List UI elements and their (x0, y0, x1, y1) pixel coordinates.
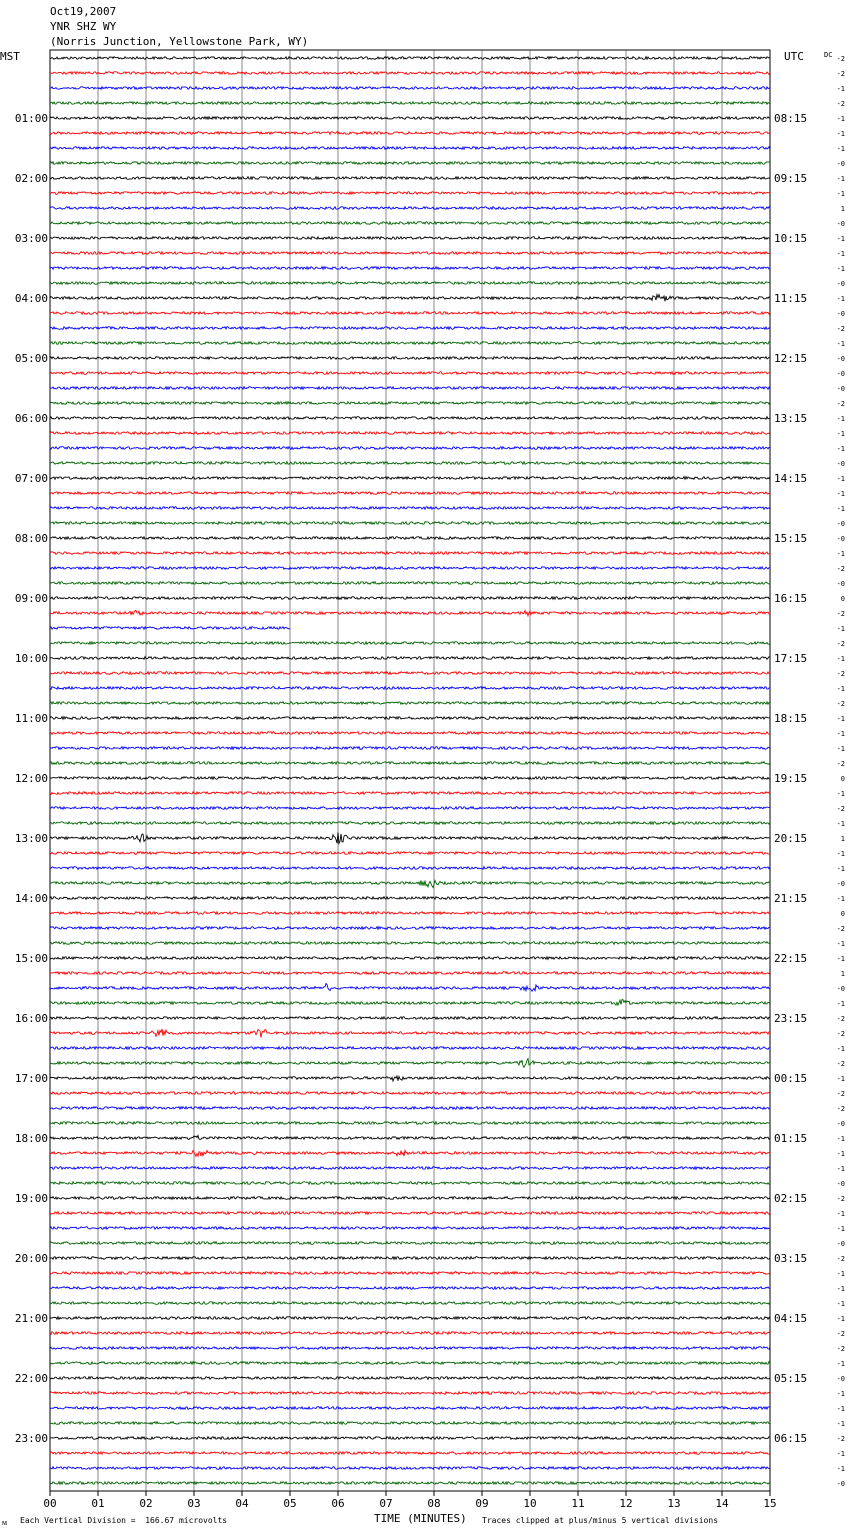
seismic-trace (50, 867, 770, 870)
left-time-label: 16:00 (14, 1012, 48, 1025)
dc-offset: -1 (836, 1360, 845, 1368)
seismic-trace (50, 447, 770, 450)
left-time-label: 11:00 (14, 712, 48, 725)
dc-offset: -1 (836, 1465, 845, 1473)
dc-offset: -1 (836, 895, 845, 903)
left-time-label: 12:00 (14, 772, 48, 785)
dc-offset: -0 (836, 1480, 845, 1488)
left-time-label: 19:00 (14, 1192, 48, 1205)
dc-offset: -2 (836, 1435, 845, 1443)
right-time-label: 11:15 (774, 292, 808, 305)
dc-offset: -2 (836, 1330, 845, 1338)
dc-offset: -1 (836, 1225, 845, 1233)
seismic-trace (50, 522, 770, 525)
seismic-trace (50, 942, 770, 945)
dc-offset: -1 (836, 115, 845, 123)
left-time-label: 15:00 (14, 952, 48, 965)
dc-offset: -1 (836, 685, 845, 693)
dc-offset: -1 (836, 1165, 845, 1173)
dc-offset: -1 (836, 1450, 845, 1458)
left-time-label: 23:00 (14, 1432, 48, 1445)
seismic-trace (50, 1150, 770, 1156)
dc-offset: -2 (836, 1060, 845, 1068)
dc-offset: -0 (836, 1180, 845, 1188)
dc-offset: -2 (836, 640, 845, 648)
seismic-trace (50, 1437, 770, 1440)
seismic-trace (50, 1076, 770, 1081)
seismic-trace (50, 192, 770, 195)
dc-offset: -0 (836, 520, 845, 528)
dc-offset: 1 (840, 205, 845, 213)
clip-note: Traces clipped at plus/minus 5 vertical divisions (482, 1516, 719, 1525)
seismic-trace (50, 1227, 770, 1230)
dc-offset: -1 (836, 1405, 845, 1413)
seismic-trace (50, 687, 770, 690)
right-time-label: 15:15 (774, 532, 808, 545)
left-time-label: 21:00 (14, 1312, 48, 1325)
seismic-trace (50, 162, 770, 165)
seismic-trace (50, 702, 770, 705)
seismic-trace (50, 567, 770, 570)
seismic-trace (50, 132, 770, 135)
seismic-trace (50, 222, 770, 225)
x-tick-label: 05 (283, 1497, 297, 1510)
dc-offset: -2 (836, 1030, 845, 1038)
dc-offset: -2 (836, 565, 845, 573)
seismic-trace (50, 597, 770, 600)
seismic-trace (50, 822, 770, 825)
seismic-trace (50, 1287, 770, 1290)
x-tick-label: 14 (715, 1497, 729, 1510)
seismic-trace (50, 1482, 770, 1485)
seismic-trace (50, 387, 770, 390)
seismic-trace (50, 177, 770, 180)
x-tick-label: 01 (91, 1497, 105, 1510)
right-time-label: 03:15 (774, 1252, 808, 1265)
seismic-trace (50, 552, 770, 555)
right-time-label: 09:15 (774, 172, 808, 185)
dc-offset: -0 (836, 220, 845, 228)
seismic-trace (50, 1332, 770, 1335)
dc-offset: -1 (836, 190, 845, 198)
dc-label: DC (824, 51, 833, 59)
dc-offset: -2 (836, 1015, 845, 1023)
seismic-trace (50, 927, 770, 930)
x-axis-title: TIME (MINUTES) (374, 1512, 467, 1525)
seismic-trace (50, 732, 770, 735)
dc-offset: -2 (836, 925, 845, 933)
seismic-trace (50, 1242, 770, 1245)
logo-mark: ᴍ (2, 1518, 8, 1527)
dc-offset: -1 (836, 730, 845, 738)
seismic-trace (50, 57, 770, 60)
seismic-trace (50, 792, 770, 795)
dc-offset: -1 (836, 940, 845, 948)
seismic-trace (50, 507, 770, 510)
x-tick-label: 02 (139, 1497, 153, 1510)
dc-offset: -2 (836, 700, 845, 708)
seismic-trace (50, 957, 770, 960)
seismic-trace (50, 1122, 770, 1125)
x-tick-label: 12 (619, 1497, 633, 1510)
seismic-trace (50, 1212, 770, 1215)
left-time-label: 07:00 (14, 472, 48, 485)
dc-offset: -1 (836, 1075, 845, 1083)
dc-offset: -1 (836, 1300, 845, 1308)
right-timezone-label: UTC (784, 50, 804, 63)
dc-offset: -1 (836, 1135, 845, 1143)
dc-offset: -2 (836, 760, 845, 768)
seismic-trace (50, 1317, 770, 1320)
seismic-trace (50, 807, 770, 810)
dc-offset: 1 (840, 835, 845, 843)
dc-offset: -1 (836, 295, 845, 303)
dc-offset: -1 (836, 745, 845, 753)
dc-offset: -0 (836, 1120, 845, 1128)
seismic-trace (50, 147, 770, 150)
seismic-trace (50, 762, 770, 765)
seismic-trace (50, 432, 770, 435)
x-tick-label: 00 (43, 1497, 57, 1510)
left-time-label: 20:00 (14, 1252, 48, 1265)
seismic-trace (50, 87, 770, 90)
x-tick-label: 15 (763, 1497, 777, 1510)
seismic-trace (50, 1272, 770, 1275)
dc-offset: -2 (836, 400, 845, 408)
x-tick-label: 09 (475, 1497, 489, 1510)
right-time-label: 13:15 (774, 412, 808, 425)
right-time-label: 23:15 (774, 1012, 808, 1025)
dc-offset: -0 (836, 1240, 845, 1248)
dc-offset: -1 (836, 175, 845, 183)
dc-offset: 1 (840, 970, 845, 978)
seismic-trace (50, 582, 770, 585)
left-time-label: 22:00 (14, 1372, 48, 1385)
seismic-trace (50, 912, 770, 915)
x-tick-label: 10 (523, 1497, 537, 1510)
right-time-label: 19:15 (774, 772, 808, 785)
right-time-label: 00:15 (774, 1072, 808, 1085)
dc-offset: -2 (836, 1345, 845, 1353)
dc-offset: -2 (836, 70, 845, 78)
seismic-trace (50, 252, 770, 255)
seismic-trace (50, 282, 770, 285)
right-time-label: 14:15 (774, 472, 808, 485)
dc-offset: -1 (836, 820, 845, 828)
seismic-trace (50, 1452, 770, 1455)
right-time-label: 04:15 (774, 1312, 808, 1325)
seismic-trace (50, 897, 770, 900)
seismic-trace (50, 462, 770, 465)
seismic-trace (50, 747, 770, 750)
dc-offset: -1 (836, 265, 845, 273)
scale-note: Each Vertical Division = 166.67 microvolts (20, 1516, 228, 1525)
plot-frame (50, 50, 770, 1491)
seismic-trace (50, 537, 770, 540)
dc-offset: -1 (836, 475, 845, 483)
seismic-trace (50, 237, 770, 240)
dc-offset: -1 (836, 250, 845, 258)
left-time-label: 10:00 (14, 652, 48, 665)
right-time-label: 06:15 (774, 1432, 808, 1445)
left-time-label: 09:00 (14, 592, 48, 605)
x-tick-label: 11 (571, 1497, 585, 1510)
dc-offset: -1 (836, 1045, 845, 1053)
seismic-trace (50, 1000, 770, 1006)
dc-offset: -1 (836, 130, 845, 138)
x-tick-label: 08 (427, 1497, 441, 1510)
dc-offset: 0 (840, 595, 845, 603)
seismic-trace (50, 1257, 770, 1260)
seismic-trace (50, 611, 770, 616)
seismic-trace (50, 327, 770, 330)
plot-date: Oct19,2007 (50, 5, 117, 18)
seismic-trace (50, 1362, 770, 1365)
seismic-trace (50, 672, 770, 675)
dc-offset: -1 (836, 1270, 845, 1278)
dc-offset: -1 (836, 715, 845, 723)
seismic-trace (50, 972, 770, 975)
seismic-trace (50, 1392, 770, 1395)
seismic-trace (50, 1197, 770, 1200)
seismic-trace (50, 117, 770, 120)
dc-offset: -2 (836, 1090, 845, 1098)
right-time-label: 05:15 (774, 1372, 808, 1385)
right-time-label: 16:15 (774, 592, 808, 605)
dc-offset: -0 (836, 985, 845, 993)
x-tick-label: 13 (667, 1497, 681, 1510)
seismic-trace (50, 357, 770, 360)
dc-offset: -1 (836, 1000, 845, 1008)
left-time-label: 17:00 (14, 1072, 48, 1085)
seismic-trace (50, 1182, 770, 1185)
station-location: (Norris Junction, Yellowstone Park, WY) (50, 35, 309, 48)
seismic-trace (50, 402, 770, 405)
seismic-trace (50, 642, 770, 645)
dc-offset: -1 (836, 865, 845, 873)
dc-offset: -0 (836, 535, 845, 543)
seismic-trace (50, 207, 770, 210)
dc-offset: -1 (836, 445, 845, 453)
left-time-label: 04:00 (14, 292, 48, 305)
seismic-trace (50, 267, 770, 270)
dc-offset: -1 (836, 550, 845, 558)
seismic-trace (50, 832, 770, 843)
x-tick-label: 03 (187, 1497, 201, 1510)
seismic-trace (50, 717, 770, 720)
left-time-label: 13:00 (14, 832, 48, 845)
left-time-label: 05:00 (14, 352, 48, 365)
seismic-trace (50, 1017, 770, 1020)
dc-offset: -0 (836, 385, 845, 393)
dc-offset: -0 (836, 580, 845, 588)
seismic-trace (50, 477, 770, 480)
seismic-trace (50, 1422, 770, 1425)
seismic-trace (50, 72, 770, 75)
seismic-trace (50, 1407, 770, 1410)
seismic-trace (50, 492, 770, 495)
dc-offset: -2 (836, 1105, 845, 1113)
seismic-trace (50, 627, 290, 630)
dc-offset: -1 (836, 1210, 845, 1218)
seismic-trace (50, 1467, 770, 1470)
dc-offset: -2 (836, 610, 845, 618)
dc-offset: -1 (836, 1420, 845, 1428)
right-time-label: 20:15 (774, 832, 808, 845)
right-time-label: 12:15 (774, 352, 808, 365)
dc-offset: -1 (836, 955, 845, 963)
seismic-trace (50, 295, 770, 302)
left-time-label: 02:00 (14, 172, 48, 185)
right-time-label: 01:15 (774, 1132, 808, 1145)
right-time-label: 22:15 (774, 952, 808, 965)
seismic-trace (50, 1377, 770, 1380)
dc-offset: -0 (836, 880, 845, 888)
dc-offset: -2 (836, 670, 845, 678)
right-time-label: 02:15 (774, 1192, 808, 1205)
seismic-trace (50, 1059, 770, 1068)
dc-offset: -1 (836, 340, 845, 348)
seismic-trace (50, 881, 770, 888)
right-time-label: 17:15 (774, 652, 808, 665)
left-time-label: 14:00 (14, 892, 48, 905)
dc-offset: -0 (836, 280, 845, 288)
left-time-label: 08:00 (14, 532, 48, 545)
left-time-label: 03:00 (14, 232, 48, 245)
dc-offset: -1 (836, 625, 845, 633)
dc-offset: -1 (836, 1315, 845, 1323)
seismic-trace (50, 852, 770, 855)
seismic-trace (50, 312, 770, 315)
x-tick-label: 04 (235, 1497, 249, 1510)
dc-offset: -1 (836, 490, 845, 498)
dc-offset: -1 (836, 505, 845, 513)
dc-offset: -1 (836, 1285, 845, 1293)
left-time-label: 18:00 (14, 1132, 48, 1145)
seismic-trace (50, 1136, 770, 1140)
dc-offset: -0 (836, 460, 845, 468)
seismic-trace (50, 657, 770, 660)
dc-offset: -2 (836, 100, 845, 108)
x-tick-label: 06 (331, 1497, 345, 1510)
station-title: YNR SHZ WY (50, 20, 117, 33)
dc-offset: -0 (836, 1375, 845, 1383)
seismic-trace (50, 342, 770, 345)
right-time-label: 21:15 (774, 892, 808, 905)
seismic-trace (50, 372, 770, 375)
dc-offset: -1 (836, 1150, 845, 1158)
dc-offset: -1 (836, 85, 845, 93)
dc-offset: -1 (836, 430, 845, 438)
dc-offset: -1 (836, 655, 845, 663)
dc-offset: -1 (836, 850, 845, 858)
dc-offset: -0 (836, 310, 845, 318)
dc-offset: 0 (840, 775, 845, 783)
seismic-trace (50, 1092, 770, 1095)
seismic-trace (50, 1029, 770, 1038)
dc-offset: -2 (836, 55, 845, 63)
seismic-trace (50, 1107, 770, 1110)
right-time-label: 10:15 (774, 232, 808, 245)
dc-offset: -2 (836, 1195, 845, 1203)
dc-offset: -0 (836, 355, 845, 363)
seismic-trace (50, 417, 770, 420)
right-time-label: 18:15 (774, 712, 808, 725)
seismic-trace (50, 984, 770, 992)
x-tick-label: 07 (379, 1497, 393, 1510)
seismic-trace (50, 1347, 770, 1350)
dc-offset: 0 (840, 910, 845, 918)
dc-offset: -2 (836, 325, 845, 333)
seismic-trace (50, 1047, 770, 1050)
dc-offset: -0 (836, 370, 845, 378)
dc-offset: -1 (836, 1390, 845, 1398)
dc-offset: -1 (836, 790, 845, 798)
dc-offset: -2 (836, 805, 845, 813)
seismic-trace (50, 1302, 770, 1305)
dc-offset: -0 (836, 160, 845, 168)
seismic-trace (50, 777, 770, 780)
seismic-trace (50, 1167, 770, 1170)
seismic-trace (50, 102, 770, 105)
right-time-label: 08:15 (774, 112, 808, 125)
dc-offset: -1 (836, 415, 845, 423)
left-time-label: 06:00 (14, 412, 48, 425)
dc-offset: -1 (836, 235, 845, 243)
left-time-label: 01:00 (14, 112, 48, 125)
dc-offset: -1 (836, 145, 845, 153)
left-timezone-label: MST (0, 50, 20, 63)
dc-offset: -2 (836, 1255, 845, 1263)
